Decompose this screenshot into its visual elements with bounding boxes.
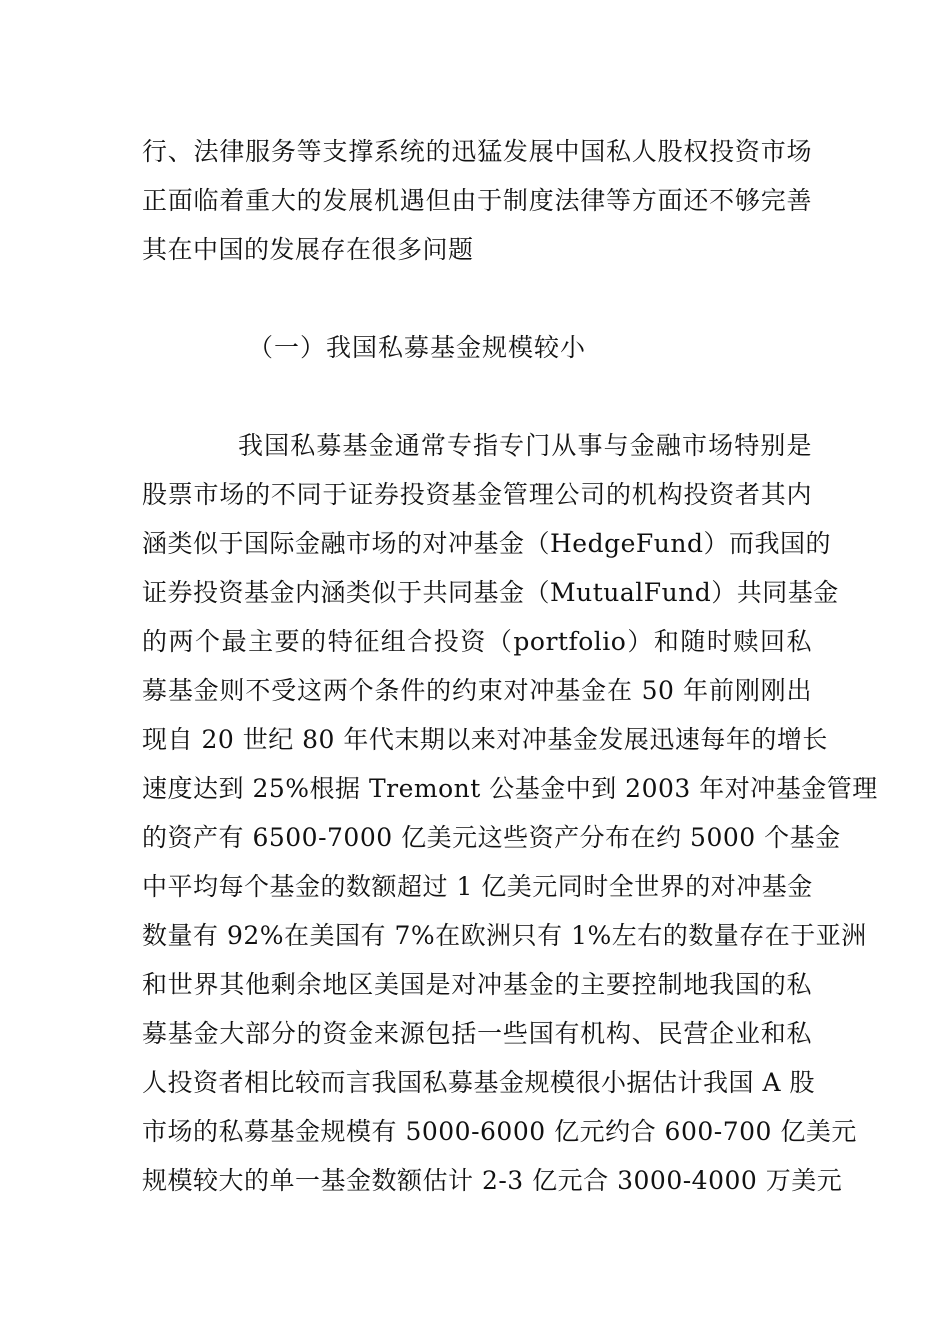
- body-line-11: 数量有 92%在美国有 7%在欧洲只有 1%左右的数量存在于亚洲: [142, 921, 867, 950]
- body-line-16: 规模较大的单一基金数额估计 2-3 亿元合 3000-4000 万美元: [142, 1166, 843, 1195]
- body-line-14: 人投资者相比较而言我国私募基金规模很小据估计我国 A 股: [142, 1068, 815, 1097]
- body-line-15: 市场的私募基金规模有 5000-6000 亿元约合 600-700 亿美元: [142, 1117, 857, 1146]
- body-line-13: 募基金大部分的资金来源包括一些国有机构、民营企业和私: [142, 1019, 812, 1048]
- section-heading: （一）我国私募基金规模较小: [248, 333, 587, 362]
- body-line-2: 股票市场的不同于证券投资基金管理公司的机构投资者其内: [142, 480, 812, 509]
- intro-line-3: 其在中国的发展存在很多问题: [142, 235, 474, 264]
- body-line-7: 现自 20 世纪 80 年代末期以来对冲基金发展迅速每年的增长: [142, 725, 828, 754]
- body-line-6: 募基金则不受这两个条件的约束对冲基金在 50 年前刚刚出: [142, 676, 812, 705]
- body-line-12: 和世界其他剩余地区美国是对冲基金的主要控制地我国的私: [142, 970, 812, 999]
- body-line-4: 证券投资基金内涵类似于共同基金（MutualFund）共同基金: [142, 578, 839, 607]
- body-line-5: 的两个最主要的特征组合投资（portfolio）和随时赎回私: [142, 627, 812, 656]
- intro-line-1: 行、法律服务等支撑系统的迅猛发展中国私人股权投资市场: [142, 137, 812, 166]
- body-line-3: 涵类似于国际金融市场的对冲基金（HedgeFund）而我国的: [142, 529, 831, 558]
- body-line-10: 中平均每个基金的数额超过 1 亿美元同时全世界的对冲基金: [142, 872, 813, 901]
- body-line-1: 我国私募基金通常专指专门从事与金融市场特别是: [238, 431, 812, 460]
- body-line-8: 速度达到 25%根据 Tremont 公基金中到 2003 年对冲基金管理: [142, 774, 878, 803]
- body-line-9: 的资产有 6500-7000 亿美元这些资产分布在约 5000 个基金: [142, 823, 841, 852]
- intro-line-2: 正面临着重大的发展机遇但由于制度法律等方面还不够完善: [142, 186, 812, 215]
